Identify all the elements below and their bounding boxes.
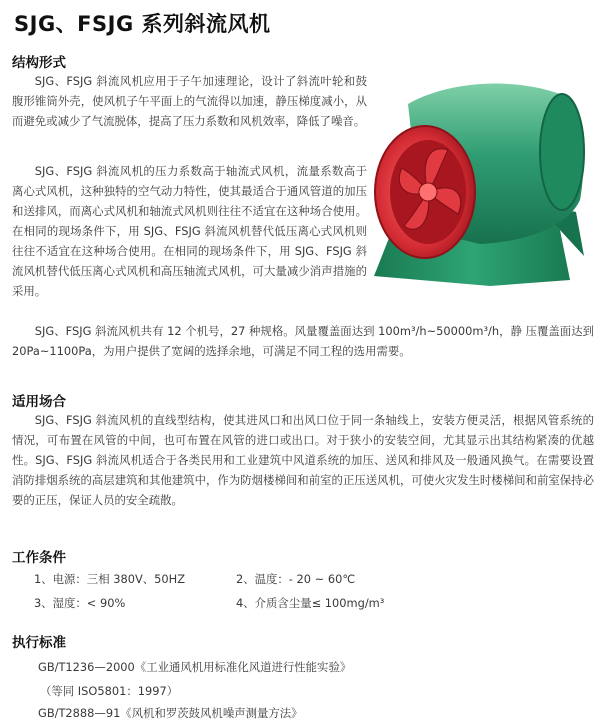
- condition-temperature: 2、温度：- 20 ~ 60℃: [236, 572, 356, 586]
- page-title: SJG、FSJG 系列斜流风机: [14, 12, 271, 36]
- structure-paragraph-1: SJG、FSJG 斜流风机应用于子午加速理论，设计了斜流叶轮和鼓腹形锥筒外壳，使风机子午平面上的气流得以加速，静压梯度减小，从而避免或减少了气流脱体，提高了压力系数和风机效率，降低了噪音。: [12, 74, 367, 128]
- structure-heading: 结构形式: [12, 55, 66, 71]
- conditions-heading: 工作条件: [12, 550, 66, 566]
- standard-gb2888: GB/T2888—91《风机和罗茨鼓风机噪声测量方法》: [38, 706, 303, 720]
- standard-iso-note: （等同 ISO5801：1997）: [40, 684, 179, 698]
- application-paragraph: SJG、FSJG 斜流风机的直线型结构，使其进风口和出风口位于同一条轴线上，安装方便灵活，根据风管系统的情况，可布置在风管的中间，也可布置在风管的进口或出口。对于狭小的安装空间，尤其显示出其结构紧凑的优越性。SJG、FSJG 斜流风机适合于各类民用和工业建筑中风道系统的加压、送风和排风及一般通风换气。在需要设置消防排烟系统的高层建筑和其他建筑中，作为防烟楼梯间和前室的正压送风机，可使火灾发生时楼梯间和前室保持必要的正压，保证人员的安全疏散。: [12, 413, 594, 507]
- diagonal-flow-fan-icon: [370, 80, 588, 286]
- structure-paragraph-2: SJG、FSJG 斜流风机的压力系数高于轴流式风机，流量系数高于离心式风机，这种独特的空气动力特性，使其最适合于通风管道的加压和送排风，而离心式风机和轴流式风机则往往不适宜在这种场合使用。在相同的现场条件下，用 SJG、FSJG 斜流风机替代低压离心式风机则往往不适宜在这种场合使用。在相同的现场条件下，用 SJG、FSJG 斜流风机替代低压离心式风机和高压轴流式风机，可大量减少消声措施的采用。: [12, 164, 367, 298]
- condition-power: 1、电源：三相 380V、50HZ: [34, 572, 185, 586]
- structure-paragraph-3: SJG、FSJG 斜流风机共有 12 个机号，27 种规格。风量覆盖面达到 100m³/h~50000m³/h，静 压覆盖面达到 20Pa~1100Pa，为用户提供了宽阔的选择余地，可满足不同工程的选用需要。: [12, 324, 594, 358]
- standard-gb1236: GB/T1236—2000《工业通风机用标准化风道进行性能实验》: [38, 660, 352, 674]
- standards-heading: 执行标准: [12, 635, 66, 651]
- condition-humidity: 3、湿度：< 90%: [34, 596, 126, 610]
- application-heading: 适用场合: [12, 394, 66, 410]
- condition-dust: 4、介质含尘量≤ 100mg/m³: [236, 596, 385, 610]
